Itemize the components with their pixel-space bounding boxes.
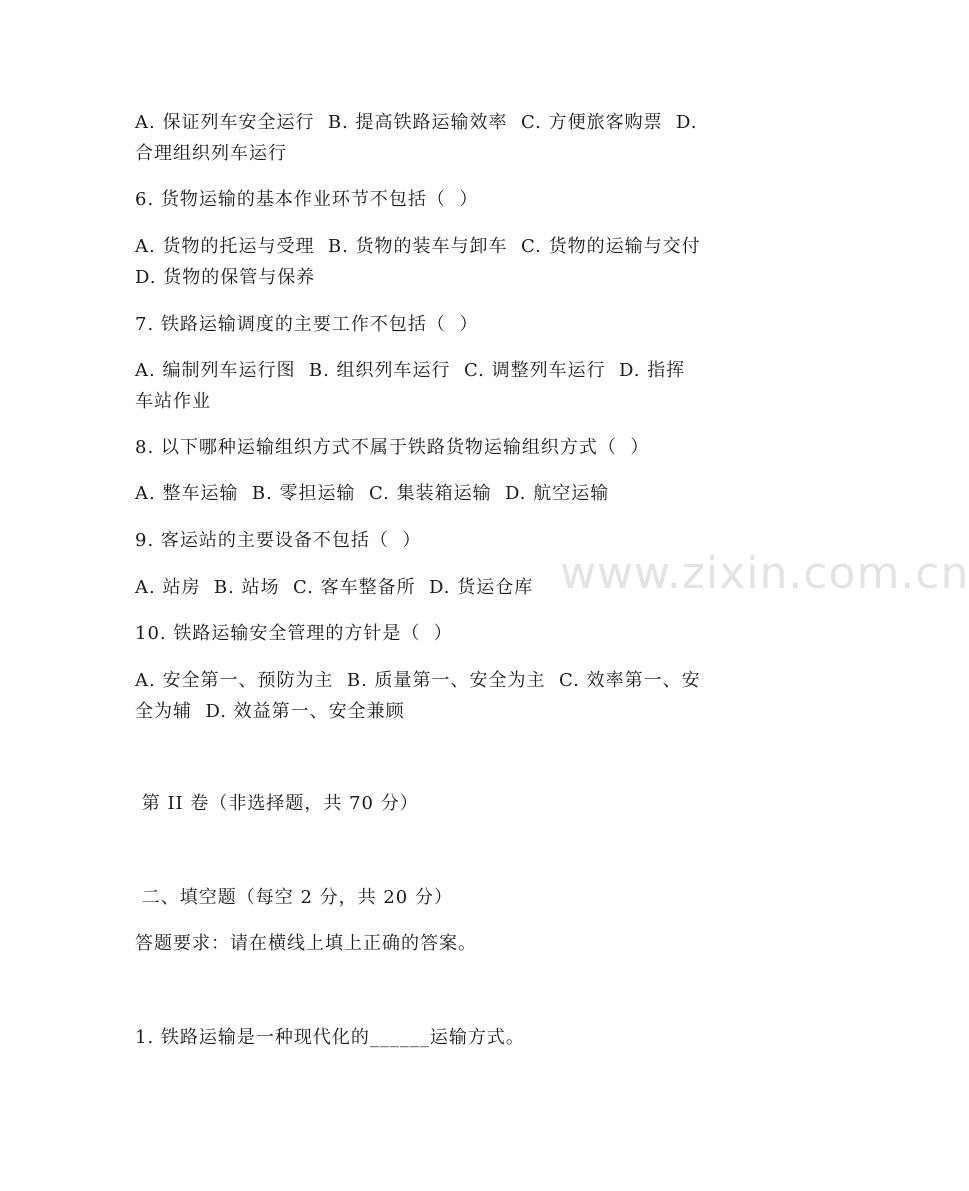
question-10: 10. 铁路运输安全管理的方针是（ ） — [135, 623, 453, 644]
question-9: 9. 客运站的主要设备不包括（ ） — [135, 530, 422, 551]
options-q5-line2: 合理组织列车运行 — [135, 143, 287, 164]
question-8: 8. 以下哪种运输组织方式不属于铁路货物运输组织方式（ ） — [135, 437, 650, 458]
question-7: 7. 铁路运输调度的主要工作不包括（ ） — [135, 314, 479, 335]
answer-instructions: 答题要求：请在横线上填上正确的答案。 — [135, 933, 477, 954]
options-q8: A. 整车运输 B. 零担运输 C. 集装箱运输 D. 航空运输 — [135, 483, 610, 504]
fill-question-1: 1. 铁路运输是一种现代化的______运输方式。 — [135, 1027, 525, 1048]
section-heading-part2: 第 II 卷（非选择题，共 70 分） — [135, 793, 419, 814]
options-q10-line1: A. 安全第一、预防为主 B. 质量第一、安全为主 C. 效率第一、安 — [135, 670, 701, 691]
options-q6-line1: A. 货物的托运与受理 B. 货物的装车与卸车 C. 货物的运输与交付 — [135, 236, 701, 257]
options-q6-line2: D. 货物的保管与保养 — [135, 267, 316, 288]
watermark-text: www.zixin.com.cn — [560, 548, 969, 599]
options-q7-line1: A. 编制列车运行图 B. 组织列车运行 C. 调整列车运行 D. 指挥 — [135, 360, 686, 381]
options-q5-line1: A. 保证列车安全运行 B. 提高铁路运输效率 C. 方便旅客购票 D. — [135, 112, 698, 133]
options-q10-line2: 全为辅 D. 效益第一、安全兼顾 — [135, 701, 405, 722]
section-heading-fill-blank: 二、填空题（每空 2 分，共 20 分） — [135, 887, 453, 908]
options-q9: A. 站房 B. 站场 C. 客车整备所 D. 货运仓库 — [135, 577, 534, 598]
question-6: 6. 货物运输的基本作业环节不包括（ ） — [135, 189, 479, 210]
options-q7-line2: 车站作业 — [135, 391, 211, 412]
